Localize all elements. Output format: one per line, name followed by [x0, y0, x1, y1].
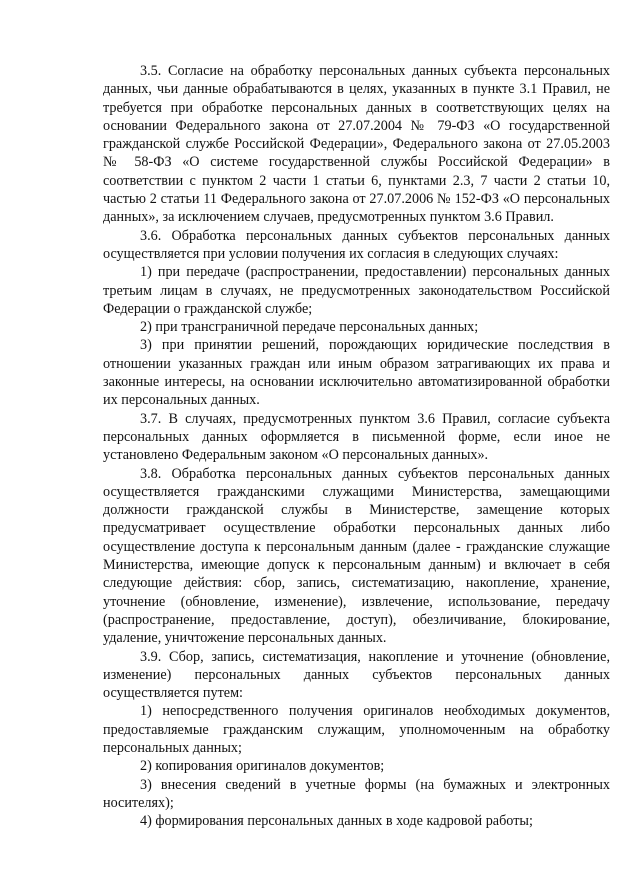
paragraph-3-7: 3.7. В случаях, предусмотренных пунктом 3.6 Правил, согласие субъекта персональных данных оформляется в письменной форме, если иное не установлено Федеральным законом «О персональных данных». [103, 410, 610, 464]
paragraph-3-6-item-1: 1) при передаче (распространении, предоставлении) персональных данных третьим лицам в случаях, не предусмотренных законодательством Российской Федерации о гражданской службе; [103, 264, 610, 317]
paragraph-3-5: 3.5. Согласие на обработку персональных данных субъекта персональных данных, чьи данные обрабатываются в целях, указанных в пункте 3.1 Правил, не требуется при обработке персональных данных в соответствующих целях на основании Федерального закона от 27.07.2004 № 79-ФЗ «О государственной гражданской службе Российской Федерации», Федерального закона от 27.05.2003 № 58-ФЗ «О системе государственной службы Российской Федерации» в соответствии с пунктом 2 части 1 статьи 6, пунктами 2.3, 7 части 2 статьи 10, частью 2 статьи 11 Федерального закона от 27.07.2006 № 152-ФЗ «О персональных данных», за исключением случаев, предусмотренных пунктом 3.6 Правил. [103, 63, 610, 226]
paragraph-3-6-item-2: 2) при трансграничной передаче персональных данных; [140, 319, 479, 336]
paragraph-3-9-item-1: 1) непосредственного получения оригиналов необходимых документов, предоставляемые гражданским служащим, уполномоченным на обработку персональных данных; [103, 703, 610, 756]
paragraph-3-9-item-4: 4) формирования персональных данных в ходе кадровой работы; [140, 813, 533, 830]
paragraph-3-6-item-3: 3) при принятии решений, порождающих юридические последствия в отношении указанных граждан или иным образом затрагивающих их права и законные интересы, на основании исключительно автоматизированной обработки их персональных данных. [103, 337, 610, 409]
paragraph-3-9-item-2: 2) копирования оригиналов документов; [140, 758, 385, 775]
paragraph-3-6: 3.6. Обработка персональных данных субъектов персональных данных осуществляется при условии получения их согласия в следующих случаях: [103, 227, 610, 262]
paragraph-3-9: 3.9. Сбор, запись, систематизация, накопление и уточнение (обновление, изменение) персональных данных субъектов персональных данных осуществляется путем: [103, 648, 610, 702]
paragraph-3-9-item-3: 3) внесения сведений в учетные формы (на бумажных и электронных носителях); [103, 776, 610, 811]
paragraph-3-8: 3.8. Обработка персональных данных субъектов персональных данных осуществляется гражданскими служащими Министерства, замещающими должности гражданской службы в Министерстве, замещение которых предусматривает осуществление обработки персональных данных либо осуществление доступа к персональным данным (далее - гражданские служащие Министерства, имеющие допуск к персональным данным) и включает в себя следующие действия: сбор, запись, систематизацию, накопление, хранение, уточнение (обновление, изменение), извлечение, использование, передачу (распространение, предоставление, доступ), обезличивание, блокирование, удаление, уничтожение персональных данных. [103, 465, 610, 647]
document-page [103, 62, 610, 830]
